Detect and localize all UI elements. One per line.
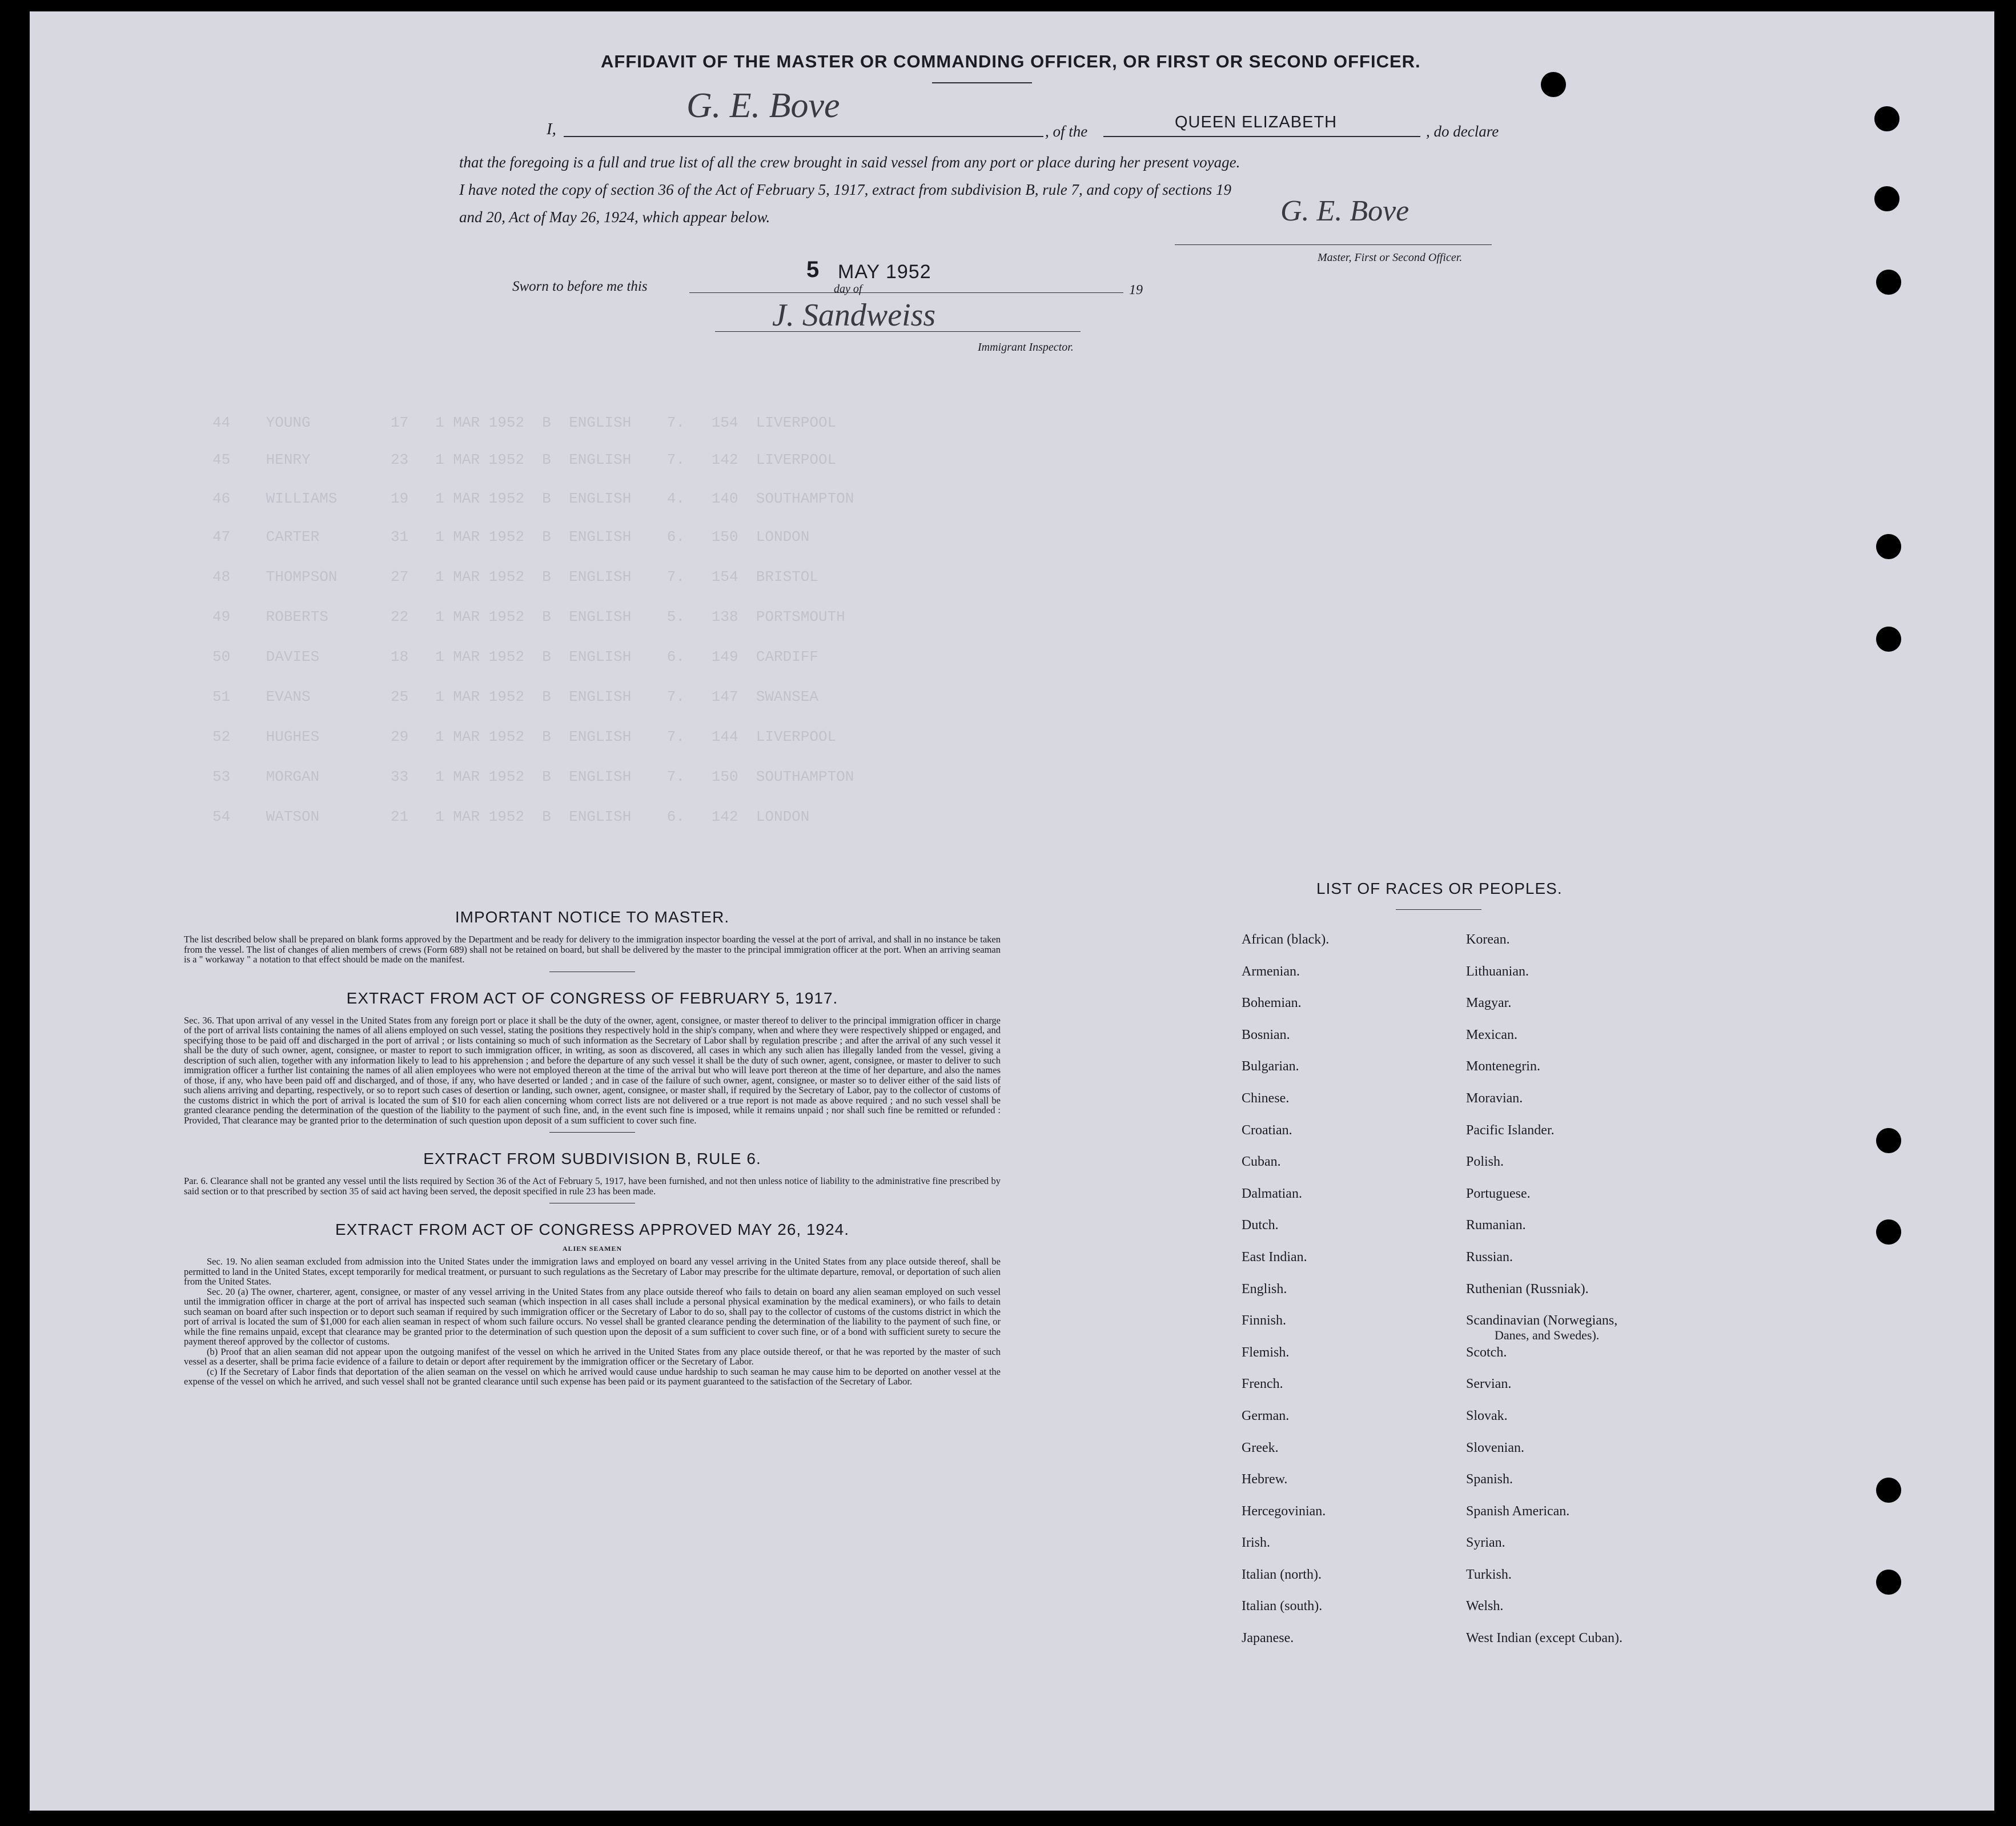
- divider: [932, 82, 1032, 83]
- race-item: Russian.: [1466, 1249, 1513, 1265]
- race-item: Moravian.: [1466, 1090, 1523, 1106]
- races-title: LIST OF RACES OR PEOPLES.: [1316, 880, 1563, 897]
- race-continuation: Danes, and Swedes).: [1495, 1328, 1600, 1342]
- sworn-label: Sworn to before me this: [512, 279, 648, 294]
- extract-1924-sec19: Sec. 19. No alien seaman excluded from admission into the United States under the immigration laws and employed on board any vessel arriving in the United States from any place outside thereof, shall be permitted to land in the United States, except temporarily for medical treatment, or pursuant to such regulations as the Secretary of Labor may prescribe for the ultimate departure, removal, or deportation of such alien from the United States.: [184, 1256, 1001, 1287]
- affidavit-line-3: and 20, Act of May 26, 1924, which appear below.: [459, 208, 770, 226]
- race-item: Hebrew.: [1242, 1472, 1288, 1487]
- master-name-line: [564, 136, 1043, 137]
- race-item: Hercegovinian.: [1242, 1503, 1326, 1519]
- race-item: Servian.: [1466, 1376, 1512, 1392]
- race-item: Croatian.: [1242, 1122, 1292, 1138]
- race-item: Dalmatian.: [1242, 1186, 1302, 1201]
- binder-hole: [1876, 1478, 1901, 1503]
- race-item: Finnish.: [1242, 1313, 1287, 1329]
- race-item: Magyar.: [1466, 996, 1512, 1011]
- day-of-label: day of: [834, 283, 862, 295]
- race-item: African (black).: [1242, 932, 1330, 947]
- stamp-day: 5: [806, 257, 820, 282]
- race-item: Spanish American.: [1466, 1503, 1570, 1519]
- extract-1917-text: Sec. 36. That upon arrival of any vessel in the United States from any foreign port or place it shall be the duty of the owner, agent, consignee, or master thereof to deliver to the principal immigration officer in charge of the port of arrival lists containing the names of all aliens employed on such vessel, stating the positions they respectively hold in the ship's company, when and where they were respectively shipped or engaged, and specifying those to be paid off and discharged in the port of arrival ; or lists containing so much of such information as the Secretary of Labor shall by regulation prescribe ; and after the arrival of any such vessel it shall be the duty of such owner, agent, consignee, or master to report to such immigration officer, in writing, as soon as discovered, all cases in which any such alien has illegally landed from the vessel, giving a description of such alien, together with any information likely to lead to his apprehension ; and before the departure of any such vessel it shall be the duty of such owner, agent, consignee, or master to deliver to such immigration officer a further list containing the names of all alien employees who were not employed thereon at the time of the arrival but who will leave port thereon at the time of her departure, and also the names of those, if any, who have been paid off and discharged, and of those, if any, who have deserted or landed ; and in case of the failure of such owner, agent, consignee, or master so to deliver either of the said lists of such aliens arriving and departing, respectively, or so to report such cases of desertion or landing, such owner, agent, consignee, or master shall, if required by the Secretary of Labor, pay to the collector of customs of the customs district in which the port of arrival is located the sum of $10 for each alien concerning whom correct lists are not delivered or a true report is not made as above required ; and no such vessel shall be granted clearance pending the determination of the question of the liability to the payment of such fine, and, in the event such fine is imposed, while it remains unpaid ; nor shall such fine be remitted or refunded : Provided, That clearance may be granted prior to the determination of such question upon deposit of a sum sufficient to cover such fine.: [184, 1014, 1001, 1126]
- extract-rule6-text: Par. 6. Clearance shall not be granted any vessel until the lists required by Section 36 of the Act of February 5, 1917, have been furnished, and not then unless notice of liability to the administrative fine prescribed by said section or to that prescribed by section 35 of said act having been served, the deposit specified in rule 23 has been made.: [184, 1175, 1001, 1197]
- race-item: Korean.: [1466, 932, 1510, 947]
- race-item: Chinese.: [1242, 1090, 1290, 1106]
- extract-1924-title: EXTRACT FROM ACT OF CONGRESS APPROVED MAY 26, 1924.: [335, 1221, 850, 1238]
- race-item: Italian (south).: [1242, 1599, 1323, 1614]
- race-item: Mexican.: [1466, 1027, 1517, 1042]
- race-item: Bohemian.: [1242, 996, 1302, 1011]
- race-item: Dutch.: [1242, 1218, 1279, 1233]
- race-item: Flemish.: [1242, 1345, 1290, 1360]
- extract-rule6-title: EXTRACT FROM SUBDIVISION B, RULE 6.: [423, 1150, 761, 1167]
- race-item: Bulgarian.: [1242, 1059, 1299, 1074]
- race-item: West Indian (except Cuban).: [1466, 1631, 1623, 1646]
- inspector-signature: J. Sandweiss: [772, 298, 936, 333]
- affidavit-line-1: that the foregoing is a full and true list of all the crew brought in said vessel from any port or place during her present voyage.: [459, 154, 1240, 171]
- extract-1917-title: EXTRACT FROM ACT OF CONGRESS OF FEBRUARY 5, 1917.: [346, 989, 838, 1007]
- race-item: Rumanian.: [1466, 1218, 1526, 1233]
- races-right-column: [1466, 932, 1623, 1663]
- race-item: Turkish.: [1466, 1567, 1512, 1582]
- race-item: English.: [1242, 1281, 1287, 1297]
- binder-hole: [1874, 106, 1899, 131]
- race-item: French.: [1242, 1376, 1283, 1392]
- extract-1924-subtitle: ALIEN SEAMEN: [562, 1245, 623, 1253]
- binder-hole: [1876, 1128, 1901, 1153]
- inspector-line: [715, 331, 1081, 332]
- race-item: Spanish.: [1466, 1472, 1513, 1487]
- date-stamp: MAY 1952: [838, 261, 931, 283]
- race-item: Ruthenian (Russniak).: [1466, 1281, 1589, 1297]
- race-item: Pacific Islander.: [1466, 1122, 1555, 1138]
- left-column: [184, 908, 1001, 1387]
- binder-hole: [1876, 534, 1901, 559]
- race-item: Armenian.: [1242, 964, 1300, 979]
- binder-hole: [1876, 1570, 1901, 1595]
- race-item: Slovenian.: [1466, 1440, 1524, 1455]
- notice-title: IMPORTANT NOTICE TO MASTER.: [455, 908, 730, 926]
- race-item: Polish.: [1466, 1154, 1504, 1170]
- races-left-column: [1242, 932, 1329, 1663]
- race-item: Slovak.: [1466, 1408, 1508, 1423]
- divider: [549, 1132, 635, 1133]
- master-signature: G. E. Bove: [686, 86, 840, 125]
- affidavit-line-2: I have noted the copy of section 36 of the Act of February 5, 1917, extract from subdivision B, rule 7, and copy of sections 19: [459, 181, 1231, 198]
- i-label: I,: [547, 120, 556, 138]
- race-item: East Indian.: [1242, 1249, 1307, 1265]
- binder-hole: [1876, 270, 1901, 295]
- document-page: 44 YOUNG 17 1 MAR 1952 B ENGLISH 7. 154 LIVERPOOL 45 HENRY 23 1 MAR 1952 B ENGLISH 7. 142 LIVERPOOL 46 WILLIAMS 19 1 MAR 1952 B ENGLISH 4. 140 SOUTHAMPTON 47 CARTER 31 1 MAR 1952 B ENGLISH 6. 150 LONDON 48 THOMPSON 27 1 MAR 1952 B ENGLISH 7. 154 BRISTOL 49 ROBERTS 22 1 MAR 1952 B ENGLISH 5. 138 PORTSMOUTH 50 DAVIES 18 1 MAR 1952 B ENGLISH 6. 149 CARDIFF 51 EVANS 25 1 MAR 1952 B ENGLISH 7. 147 SWANSEA 52 HUGHES 29 1 MAR 1952 B ENGLISH 7. 144 LIVERPOOL 53 MORGAN 33 1 MAR 1952 B ENGLISH 7. 150 SOUTHAMPTON 54 WATSON 21 1 MAR 1952 B ENGLISH 6. 142 LONDON AFFIDAVIT OF THE MASTER OR COMMANDING OFFICER, OR FIRST OR SECOND OFFICER. I, G. E. Bove , of the QUEEN ELIZABETH , do declare that the foregoing is a full and true list of all the crew brought in said vessel from any port or place during her present voyage. I have noted the copy of section 36 of the Act of February 5, 1917, extract from subdivision B, rule 7, and copy of sections 19 and 20, Act of May 26, 1924, which appear below. G. E. Bove Master, First or Second Officer. Sworn to before me this day of 5 MAY 1952 19 J. Sandweiss Immigrant Inspector. IMPORTANT NOTICE TO MASTER. The list described below shall be prepared on blank forms approved by the Department and be ready for delivery to the immigration inspector boarding the vessel at the port of arrival, and shall in no instance be taken from the vessel. The list of changes of alien members of crews (Form 689) shall not be retained on board, but shall be delivered by the master to the principal immigration officer at the port. When an arriving seaman is a " workaway " a notation to that effect should be made on the manifest. EXTRACT FROM ACT OF CONGRESS OF FEBRUARY 5, 1917. Sec. 36. That upon arrival of any vessel in the United States from any foreign port or place it shall be the duty of the owner, agent, consignee, or master thereof to deliver to the principal immigration officer in charge of the port of arrival lists containing the names of all aliens employed on such vessel, stating the positions they respectively hold in the ship's company, when and where they were respectively shipped or engaged, and specifying those to be paid off and discharged in the port of arrival ; or lists containing so much of such information as the Secretary of Labor shall by regulation prescribe ; and after the arrival of any such vessel it shall be the duty of such owner, agent, consignee, or master to report to such immigration officer, in writing, as soon as discovered, all cases in which any such alien has illegally landed from the vessel, giving a description of such alien, together with any information likely to lead to his apprehension ; and before the departure of any such vessel it shall be the duty of such owner, agent, consignee, or master to deliver to such immigration officer a further list containing the names of all alien employees who were not employed thereon at the time of the arrival but who will leave port thereon at the time of her departure, and also the names of those, if any, who have been paid off and discharged, and of those, if any, who have deserted or landed ; and in case of the failure of such owner, agent, consignee, or master so to deliver either of the said lists of such aliens arriving and departing, respectively, or so to report such cases of desertion or landing, such owner, agent, consignee, or master shall, if required by the Secretary of Labor, pay to the collector of customs of the customs district in which the port of arrival is located the sum of $10 for each alien concerning whom correct lists are not delivered or a true report is not made as above required ; and no such vessel shall be granted clearance pending the determination of the question of the liability to the payment of such fine, and, in the event such fine is imposed, while it remains unpaid ; nor shall such fine be remitted or refunded : Provided, That clearance may be granted prior to the determination of such question upon deposit of a sum sufficient to cover such fine. EXTRACT FROM SUBDIVISION B, RULE 6. Par. 6. Clearance shall not be granted any vessel until the lists required by Section 36 of the Act of February 5, 1917, have been furnished, and not then unless notice of liability to the administrative fine prescribed by said section or to that prescribed by section 35 of said act having been served, the deposit specified in rule 23 has been made. EXTRACT FROM ACT OF CONGRESS APPROVED MAY 26, 1924. ALIEN SEAMEN Sec. 19. No alien seaman excluded from admission into the United States under the immigration laws and employed on board any vessel arriving in the United States from any place outside thereof, shall be permitted to land in the United States, except temporarily for medical treatment, or pursuant to such regulations as the Secretary of Labor may prescribe for the ultimate departure, removal, or deportation of such alien from the United States. Sec. 20 (a) The owner, charterer, agent, consignee, or master of any vessel arriving in the United States from any place outside thereof who fails to detain on board any alien seaman employed on such vessel until the immigration officer in charge at the port of arrival has inspected such seaman (which inspection in all cases shall include a personal physical examination by the medical examiners), or who fails to detain such seaman on board after such inspection or to deport such seaman if required by such immigration officer or the Secretary of Labor to do so, shall pay to the collector of customs of the customs district in which the port of arrival is located the sum of $1,000 for each alien seaman in respect of whom such failure occurs. No vessel shall be granted clearance pending the determination of the liability to the payment of such fine, or while the fine remains unpaid, except that clearance may be granted prior to the determination of such question upon the deposit of a sum sufficient to cover such fine, or of a bond with sufficient surety to secure the payment thereof approved by the collector of customs. (b) Proof that an alien seaman did not appear upon the outgoing manifest of the vessel on which he arrived in the United States from any place outside thereof, or that he was reported by the master of such vessel as a deserter, shall be prima facie evidence of a failure to detain or deport after requirement by the immigration officer or the Secretary of Labor. (c) If the Secretary of Labor finds that deportation of the alien seaman on the vessel on which he arrived would cause undue hardship to such seaman he may cause him to be deported on another vessel at the expense of the vessel on which he arrived, and such vessel shall not be granted clearance until such expense has been paid or its payment guaranteed to the satisfaction of the Secretary of Labor. LIST OF RACES OR PEOPLES. African (black). Armenian. Bohemian. Bosnian. Bulgarian. Chinese. Croatian. Cuban. Dalmatian. Dutch. East Indian. English. Finnish. Flemish. French. German. Greek. Hebrew. Hercegovinian. Irish. Italian (north). Italian (south). Japanese. Korean. Lithuanian. Magyar. Mexican. Montenegrin. Moravian. Pacific Islander. Polish. Portuguese. Rumanian. Russian. Ruthenian (Russniak). Scandinavian (Norwegians, Scotch. Servian. Slovak. Slovenian. Spanish. Spanish American. Syrian. Turkish. Welsh. West Indian (except Cuban). Danes, and Swedes).: [30, 11, 1994, 1811]
- affidavit-title: AFFIDAVIT OF THE MASTER OR COMMANDING OFFICER, OR FIRST OR SECOND OFFICER.: [601, 51, 1421, 71]
- signature-caption: Master, First or Second Officer.: [1318, 251, 1463, 264]
- extract-1924-sec20c: (c) If the Secretary of Labor finds that deportation of the alien seaman on the vessel on which he arrived would cause undue hardship to such seaman he may cause him to be deported on another vessel at the expense of the vessel on which he arrived, and such vessel shall not be granted clearance until such expense has been paid or its payment guaranteed to the satisfaction of the Secretary of Labor.: [184, 1366, 1001, 1387]
- race-item: German.: [1242, 1408, 1290, 1423]
- race-item: Syrian.: [1466, 1535, 1505, 1551]
- race-item: Scandinavian (Norwegians,: [1466, 1313, 1618, 1329]
- of-the-label: , of the: [1045, 123, 1088, 140]
- binder-hole: [1876, 1219, 1901, 1245]
- race-item: Cuban.: [1242, 1154, 1281, 1170]
- race-item: Montenegrin.: [1466, 1059, 1540, 1074]
- master-countersignature: G. E. Bove: [1280, 195, 1409, 227]
- divider: [1396, 909, 1481, 910]
- inspector-caption: Immigrant Inspector.: [978, 341, 1074, 354]
- notice-text: The list described below shall be prepared on blank forms approved by the Department and be ready for delivery to the immigration inspector boarding the vessel at the port of arrival, and shall in no instance be taken from the vessel. The list of changes of alien members of crews (Form 689) shall not be retained on board, but shall be delivered by the master to the principal immigration officer at the port. When an arriving seaman is a " workaway " a notation to that effect should be made on the manifest.: [184, 934, 1001, 965]
- vessel-name: QUEEN ELIZABETH: [1175, 113, 1338, 131]
- race-item: Irish.: [1242, 1535, 1270, 1551]
- race-item: Italian (north).: [1242, 1567, 1322, 1582]
- extract-1924-sec20a: Sec. 20 (a) The owner, charterer, agent, consignee, or master of any vessel arriving in the United States from any place outside thereof who fails to detain on board any alien seaman employed on such vessel until the immigration officer in charge at the port of arrival has inspected such seaman (which inspection in all cases shall include a personal physical examination by the medical examiners), or who fails to detain such seaman on board after such inspection or to deport such seaman if required by such immigration officer or the Secretary of Labor to do so, shall pay to the collector of customs of the customs district in which the port of arrival is located the sum of $1,000 for each alien seaman in respect of whom such failure occurs. No vessel shall be granted clearance pending the determination of the liability to the payment of such fine, or while the fine remains unpaid, except that clearance may be granted prior to the determination of such question upon the deposit of a sum sufficient to cover such fine, or of a bond with sufficient surety to secure the payment thereof approved by the collector of customs.: [184, 1286, 1001, 1347]
- race-item: Greek.: [1242, 1440, 1279, 1455]
- sworn-line: [689, 292, 1123, 293]
- vessel-line: [1103, 136, 1420, 137]
- year-suffix: 19: [1129, 283, 1143, 298]
- binder-hole: [1541, 72, 1566, 97]
- race-item: Bosnian.: [1242, 1027, 1290, 1042]
- race-item: Scotch.: [1466, 1345, 1507, 1360]
- race-item: Japanese.: [1242, 1631, 1294, 1646]
- race-item: Welsh.: [1466, 1599, 1504, 1614]
- race-item: Lithuanian.: [1466, 964, 1529, 979]
- binder-hole: [1874, 186, 1899, 211]
- do-declare-label: , do declare: [1426, 123, 1499, 140]
- signature-line: [1175, 244, 1492, 245]
- binder-hole: [1876, 627, 1901, 652]
- race-item: Portuguese.: [1466, 1186, 1531, 1201]
- extract-1924-sec20b: (b) Proof that an alien seaman did not appear upon the outgoing manifest of the vessel on which he arrived in the United States from any place outside thereof, or that he was reported by the master of such vessel as a deserter, shall be prima facie evidence of a failure to detain or deport after requirement by the immigration officer or the Secretary of Labor.: [184, 1346, 1001, 1367]
